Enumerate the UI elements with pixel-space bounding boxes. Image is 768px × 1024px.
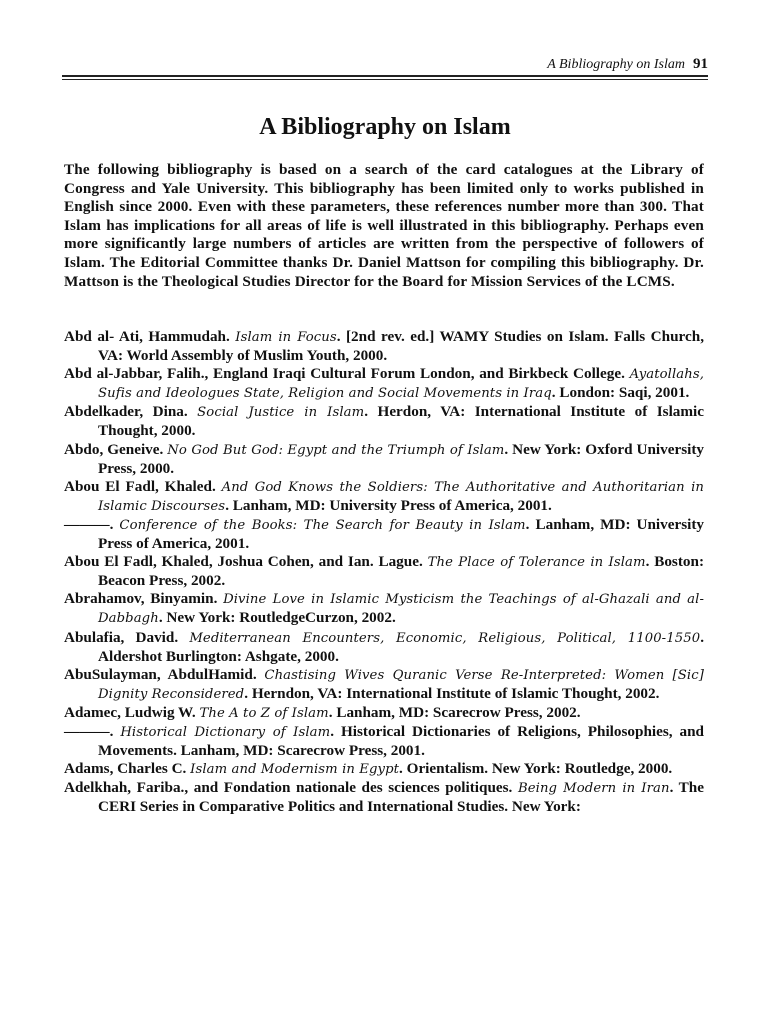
entry-publication: . Boston: Beacon Press, 2002. — [98, 553, 705, 590]
entry-author: Abd al-Jabbar, Falih., England Iraqi Cultural Forum London, and Birkbeck College. — [64, 365, 630, 383]
entry-title: Divine Love in Islamic Mysticism the Teachings of al-Ghazali and al-Dabbagh — [98, 592, 705, 627]
entry-title: Social Justice in Islam — [197, 405, 365, 421]
entry-title: Being Modern in Iran — [517, 781, 670, 797]
bibliography-entry — [64, 590, 704, 628]
entry-author: Abd al- Ati, Hammudah. — [64, 328, 236, 345]
entry-publication: . [2nd rev. ed.] WAMY Studies on Islam. Falls Church, VA: World Assembly of Muslim Youth, 2000. — [98, 328, 704, 365]
bibliography-list — [64, 328, 704, 816]
bibliography-entry — [64, 629, 704, 666]
header-rule-thin — [62, 79, 708, 80]
bibliography-entry — [64, 723, 704, 760]
bibliography-entry — [64, 328, 704, 365]
bibliography-entry — [64, 365, 704, 403]
entry-author: Adelkhah, Fariba., and Fondation nationale des sciences politiques. — [64, 779, 518, 797]
entry-author: Abou El Fadl, Khaled. — [64, 477, 222, 495]
entry-publication: . Lanham, MD: University Press of America, 2001. — [225, 496, 552, 514]
bibliography-entry — [64, 666, 704, 704]
entry-publication: . London: Saqi, 2001. — [551, 384, 690, 402]
entry-title: Conference of the Books: The Search for Beauty in Islam — [119, 517, 526, 533]
entry-author: Adamec, Ludwig W. — [64, 703, 200, 721]
entry-author: Abrahamov, Binyamin. — [64, 590, 224, 608]
entry-title: No God But God: Egypt and the Triumph of Islam — [167, 442, 505, 458]
bibliography-entry — [64, 441, 704, 478]
bibliography-entry — [64, 760, 704, 779]
bibliography-entry — [64, 516, 704, 553]
entry-title: Chastising Wives Quranic Verse Re-Interpreted: Women [Sic] Dignity Reconsidered — [98, 667, 704, 702]
entry-author: Adams, Charles C. — [64, 760, 191, 778]
entry-publication: . Aldershot Burlington: Ashgate, 2000. — [98, 628, 704, 665]
entry-publication: . Historical Dictionaries of Religions, Philosophies, and Movements. Lanham, MD: Scarecrow Press, 2001. — [98, 722, 705, 760]
entry-title: And God Knows the Soldiers: The Authoritative and Authoritarian in Islamic Discourses — [98, 479, 704, 514]
entry-author: Abulafia, David. — [64, 628, 190, 646]
running-title: A Bibliography on Islam — [547, 57, 685, 72]
bibliography-entry — [64, 553, 704, 590]
entry-publication: . The CERI Series in Comparative Politics and International Studies. New York: — [98, 779, 704, 816]
entry-publication: . Lanham, MD: Scarecrow Press, 2002. — [328, 703, 581, 721]
entry-title: Islam and Modernism in Egypt — [190, 762, 400, 778]
running-head — [62, 56, 708, 73]
entry-publication: . New York: RoutledgeCurzon, 2002. — [158, 609, 396, 627]
entry-author: Abou El Fadl, Khaled, Joshua Cohen, and Ian. Lague. — [64, 553, 428, 571]
entry-publication: . Herndon, VA: International Institute of Islamic Thought, 2002. — [244, 684, 660, 702]
page-number: 91 — [693, 56, 708, 72]
entry-title: Islam in Focus — [235, 330, 337, 345]
header-rule-thick — [62, 75, 708, 77]
entry-publication: . New York: Oxford University Press, 2000. — [98, 440, 704, 477]
entry-title: Ayatollahs, Sufis and Ideologues State, Religion and Social Movements in Iraq — [98, 367, 704, 402]
entry-publication: . Herdon, VA: International Institute of Islamic Thought, 2000. — [98, 403, 704, 440]
entry-publication: . Orientalism. New York: Routledge, 2000. — [399, 760, 673, 778]
bibliography-entry — [64, 403, 704, 440]
entry-author: ———. — [64, 515, 120, 533]
intro-paragraph: The following bibliography is based on a search of the card catalogues at the Library of Congress and Yale University. This bibliography has been limited only to works published in English since 2000. Even with these parameters, these references number more than 300. That Islam has implications for all areas of life is well illustrated in this bibliography. Perhaps even more significantly large numbers of articles are written from the perspective of followers of Islam. The Editorial Committee thanks Dr. Daniel Mattson for compiling this bibliography. Dr. Mattson is the Theological Studies Director for the Board for Mission Services of the LCMS. — [64, 161, 704, 290]
entry-title: The A to Z of Islam — [199, 705, 329, 721]
bibliography-entry — [64, 478, 704, 516]
page-title: A Bibliography on Islam — [259, 114, 511, 140]
entry-author: ———. — [64, 722, 121, 740]
entry-title: Mediterranean Encounters, Economic, Religious, Political, 1100-1550 — [189, 630, 701, 646]
entry-author: AbuSulayman, AbdulHamid. — [64, 665, 265, 683]
entry-author: Abdelkader, Dina. — [64, 403, 198, 421]
entry-title: Historical Dictionary of Islam — [120, 724, 331, 740]
entry-author: Abdo, Geneive. — [64, 440, 168, 458]
bibliography-entry — [64, 779, 704, 816]
entry-publication: . Lanham, MD: University Press of America, 2001. — [98, 515, 705, 553]
bibliography-entry — [64, 704, 704, 723]
entry-title: The Place of Tolerance in Islam — [427, 555, 646, 571]
